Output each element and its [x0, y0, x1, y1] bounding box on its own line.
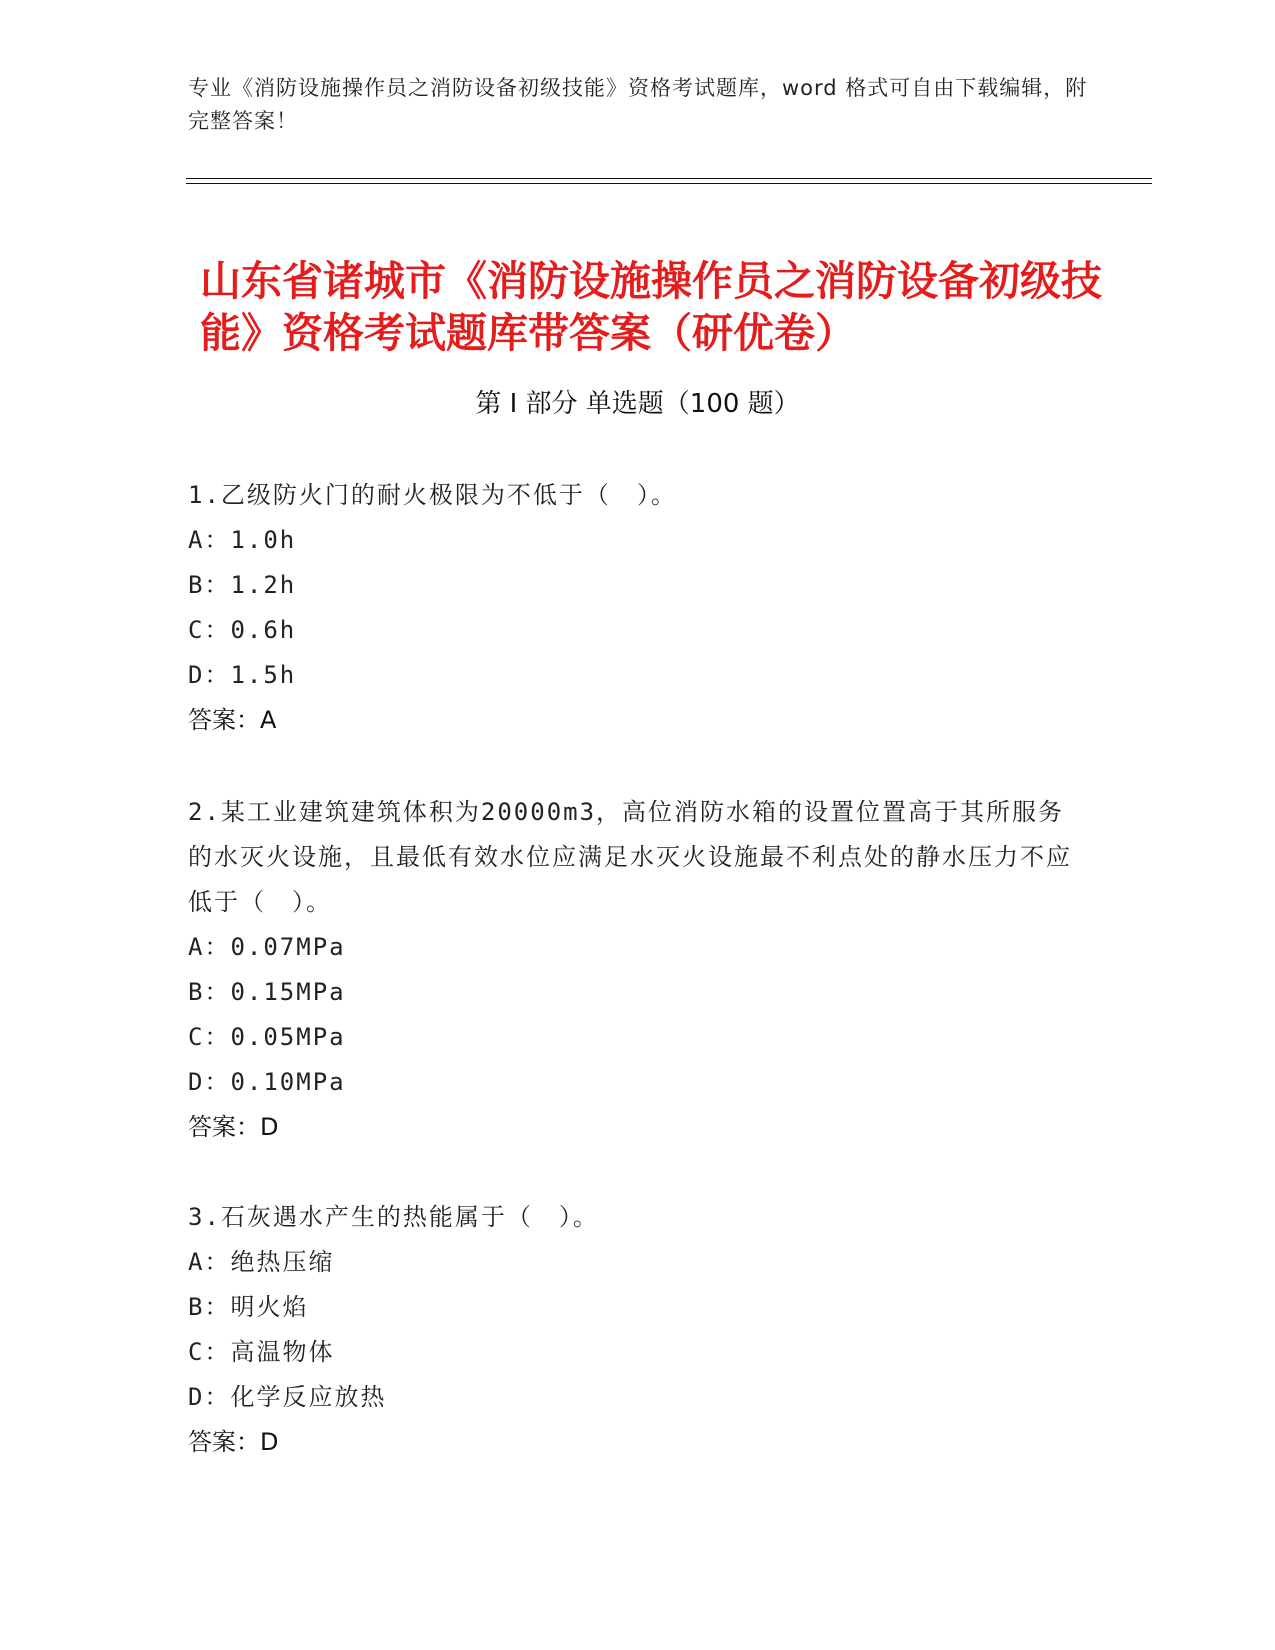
option-c: C：0.6h — [188, 616, 297, 644]
question-stem: 2.某工业建筑建筑体积为20000m3，高位消防水箱的设置位置高于其所服务的水灭火设施，且最低有效水位应满足水灭火设施最不利点处的静水压力不应低于（ ）。 — [188, 798, 1072, 916]
header-note: 专业《消防设施操作员之消防设备初级技能》资格考试题库，word 格式可自由下载编辑，附完整答案！ — [188, 76, 1088, 133]
header-rule-top — [186, 178, 1152, 179]
answer: 答案：D — [188, 1428, 279, 1456]
option-d: D：化学反应放热 — [188, 1383, 387, 1411]
option-c: C：高温物体 — [188, 1338, 335, 1366]
answer: 答案：D — [188, 1113, 279, 1141]
option-a: A：1.0h — [188, 526, 297, 554]
option-c: C：0.05MPa — [188, 1023, 346, 1051]
option-a: A：0.07MPa — [188, 933, 346, 961]
header-rule-bottom — [186, 183, 1152, 184]
section-heading: 第 I 部分 单选题（100 题） — [475, 389, 800, 419]
question-stem: 1.乙级防火门的耐火极限为不低于（ ）。 — [188, 481, 677, 509]
option-d: D：0.10MPa — [188, 1068, 346, 1096]
option-b: B：0.15MPa — [188, 978, 346, 1006]
question-stem: 3.石灰遇水产生的热能属于（ ）。 — [188, 1203, 599, 1231]
option-b: B：1.2h — [188, 571, 297, 599]
answer: 答案：A — [188, 706, 277, 734]
option-d: D：1.5h — [188, 661, 297, 689]
document-title: 山东省诸城市《消防设施操作员之消防设备初级技能》资格考试题库带答案（研优卷） — [200, 257, 1102, 358]
option-a: A：绝热压缩 — [188, 1248, 335, 1276]
option-b: B：明火焰 — [188, 1293, 309, 1321]
question-3 — [188, 1195, 1088, 1465]
question-2 — [188, 790, 1088, 1150]
question-1 — [188, 473, 1088, 743]
